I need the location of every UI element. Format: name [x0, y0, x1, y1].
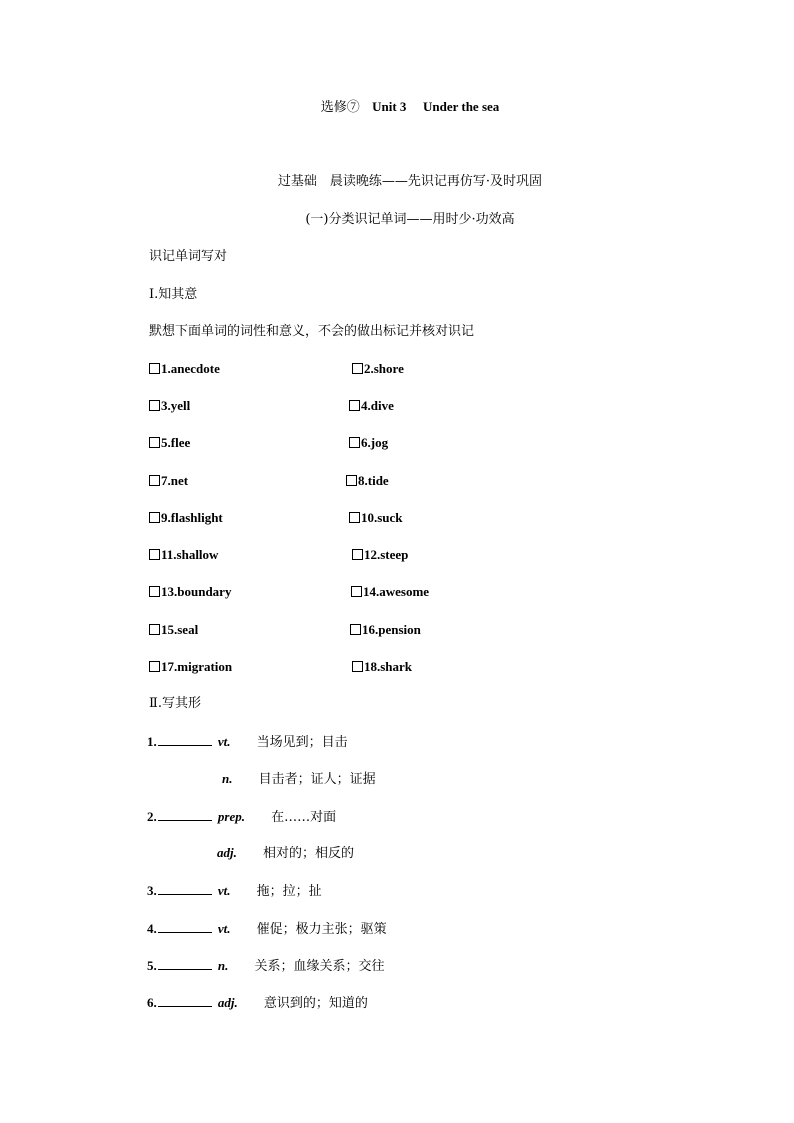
checkbox[interactable] [349, 437, 360, 448]
part1-instruction: 默想下面单词的词性和意义，不会的做出标记并核对识记 [149, 324, 475, 339]
page-title [0, 99, 794, 116]
answer-blank[interactable] [158, 733, 212, 746]
word-item: 2.shore [352, 361, 404, 377]
checkbox[interactable] [349, 400, 360, 411]
write-item: 6. adj. 意识到的；知道的 [147, 995, 368, 1011]
write-item: adj. 相对的；相反的 [217, 845, 355, 861]
part2-title: Ⅱ.写其形 [149, 696, 201, 711]
write-item: 5. n. 关系；血缘关系；交往 [147, 958, 385, 974]
word-item: 3.yell [149, 398, 190, 414]
answer-blank[interactable] [158, 882, 212, 895]
checkbox[interactable] [352, 661, 363, 672]
checkbox[interactable] [352, 363, 363, 374]
checkbox[interactable] [149, 586, 160, 597]
answer-blank[interactable] [158, 994, 212, 1007]
checkbox[interactable] [149, 624, 160, 635]
checkbox[interactable] [352, 549, 363, 560]
checkbox[interactable] [149, 549, 160, 560]
subtitle-basics: 过基础 晨读晚练——先识记再仿写·及时巩固 [277, 174, 543, 189]
checkbox[interactable] [346, 475, 357, 486]
section-heading: 识记单词写对 [149, 249, 228, 264]
word-item: 8.tide [346, 473, 389, 489]
word-item: 17.migration [149, 659, 232, 675]
title-topic: Under the sea [422, 99, 500, 114]
write-item: n. 目击者；证人；证据 [222, 771, 376, 787]
write-item: 3. vt. 拖；拉；扯 [147, 883, 322, 899]
checkbox[interactable] [351, 586, 362, 597]
word-item: 14.awesome [351, 584, 429, 600]
word-item: 6.jog [349, 435, 388, 451]
checkbox[interactable] [149, 400, 160, 411]
checkbox[interactable] [149, 512, 160, 523]
word-item: 11.shallow [149, 547, 218, 563]
answer-blank[interactable] [158, 808, 212, 821]
write-item: 4. vt. 催促；极力主张；驱策 [147, 921, 387, 937]
checkbox[interactable] [149, 437, 160, 448]
write-item: 2. prep. 在……对面 [147, 809, 337, 825]
word-item: 15.seal [149, 622, 198, 638]
answer-blank[interactable] [158, 957, 212, 970]
word-item: 4.dive [349, 398, 394, 414]
title-unit: Unit 3 [372, 99, 407, 114]
answer-blank[interactable] [158, 920, 212, 933]
subtitle-classify: (一)分类识记单词——用时少·功效高 [305, 212, 515, 227]
word-item: 10.suck [349, 510, 403, 526]
title-cn: 选修⑦ [320, 100, 360, 115]
part1-title: Ⅰ.知其意 [149, 287, 198, 302]
word-item: 13.boundary [149, 584, 231, 600]
write-item: 1. vt. 当场见到；目击 [147, 734, 348, 750]
checkbox[interactable] [149, 475, 160, 486]
checkbox[interactable] [149, 363, 160, 374]
word-item: 18.shark [352, 659, 412, 675]
word-item: 12.steep [352, 547, 408, 563]
checkbox[interactable] [349, 512, 360, 523]
word-item: 5.flee [149, 435, 190, 451]
word-item: 16.pension [350, 622, 421, 638]
word-item: 9.flashlight [149, 510, 223, 526]
checkbox[interactable] [350, 624, 361, 635]
word-item: 1.anecdote [149, 361, 220, 377]
word-item: 7.net [149, 473, 188, 489]
checkbox[interactable] [149, 661, 160, 672]
